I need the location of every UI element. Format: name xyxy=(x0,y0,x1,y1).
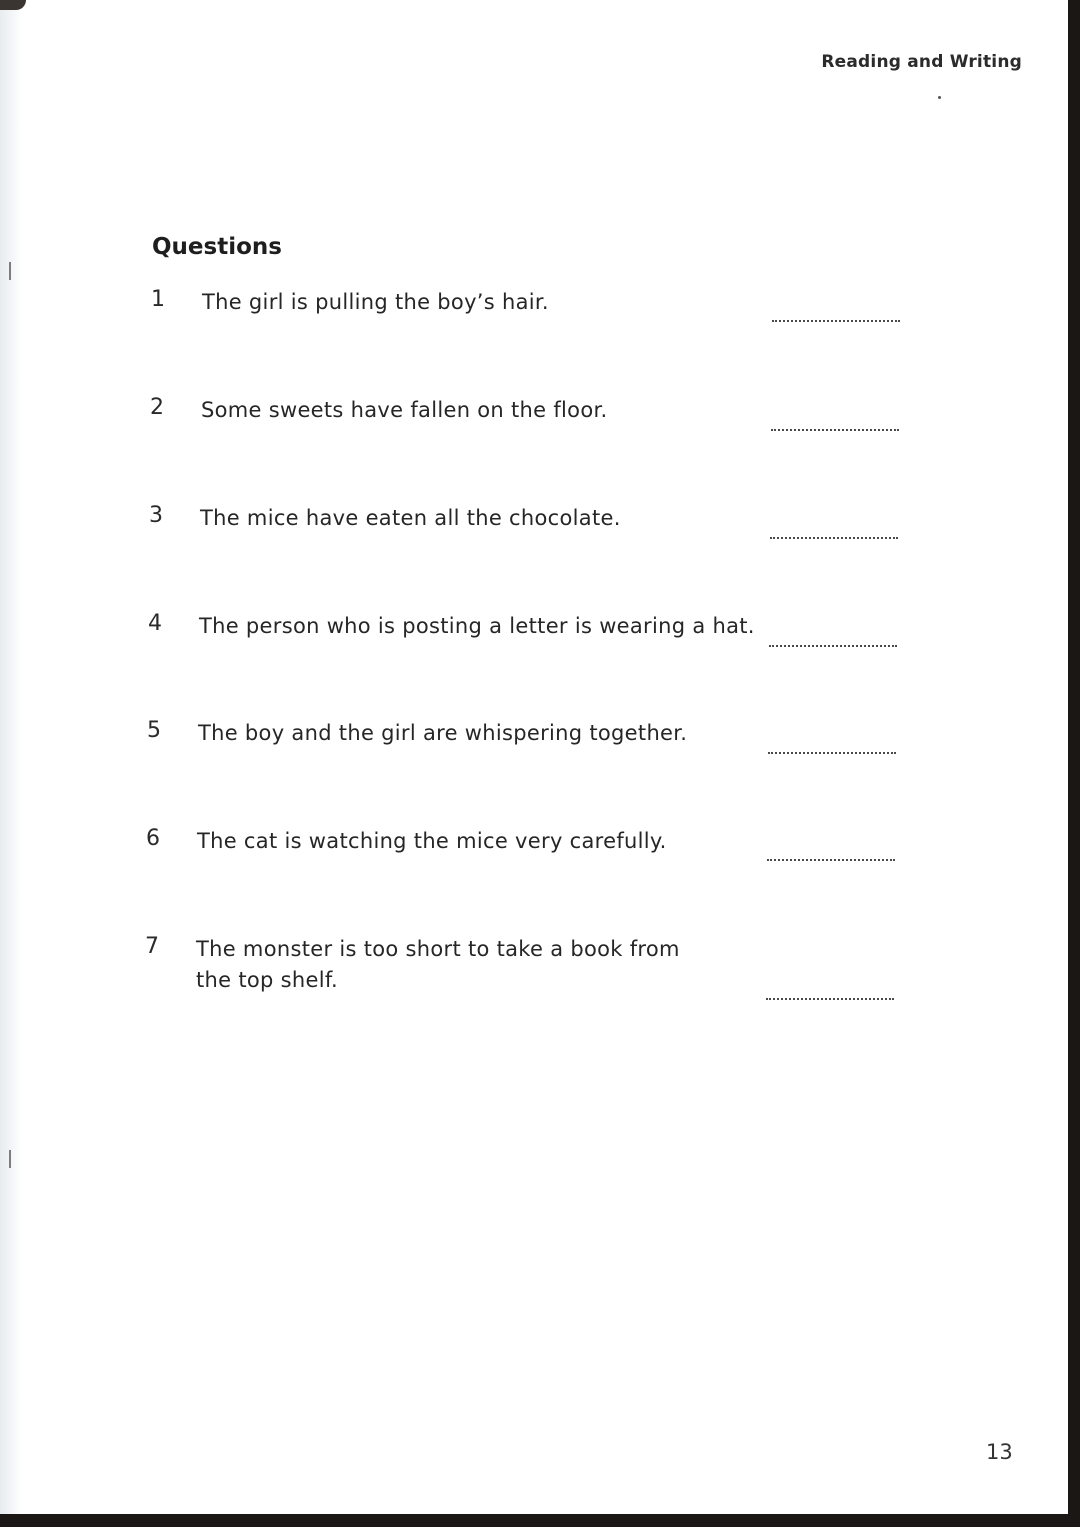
question-text: Some sweets have fallen on the floor. xyxy=(201,398,608,422)
scan-spine-mark xyxy=(9,1150,11,1168)
scan-spine-mark xyxy=(9,262,11,280)
question-text: The boy and the girl are whispering together. xyxy=(198,721,688,745)
question-item xyxy=(0,826,1068,906)
question-item xyxy=(0,503,1068,583)
question-number: 1 xyxy=(151,287,165,312)
question-text: The monster is too short to take a book from the top shelf. xyxy=(196,937,680,992)
question-item xyxy=(0,934,1068,1014)
question-number: 4 xyxy=(148,611,162,636)
question-number: 2 xyxy=(150,395,164,420)
answer-field[interactable] xyxy=(768,752,896,754)
question-item xyxy=(0,395,1068,475)
question-text: The girl is pulling the boy’s hair. xyxy=(202,290,549,314)
answer-field[interactable] xyxy=(772,320,900,322)
question-item xyxy=(0,287,1068,367)
question-text: The cat is watching the mice very carefully. xyxy=(197,829,667,853)
page-number: 13 xyxy=(986,1440,1013,1464)
answer-field[interactable] xyxy=(770,537,898,539)
answer-field[interactable] xyxy=(767,859,895,861)
answer-field[interactable] xyxy=(771,429,899,431)
answer-field[interactable] xyxy=(766,998,894,1000)
header-dot xyxy=(938,96,941,99)
question-text: The mice have eaten all the chocolate. xyxy=(200,506,621,530)
answer-field[interactable] xyxy=(769,645,897,647)
section-header: Reading and Writing xyxy=(821,52,1022,72)
question-number: 7 xyxy=(145,934,159,959)
question-number: 5 xyxy=(147,718,161,743)
question-number: 6 xyxy=(146,826,160,851)
question-number: 3 xyxy=(149,503,163,528)
page-title: Questions xyxy=(152,234,282,260)
question-text: The person who is posting a letter is wearing a hat. xyxy=(199,614,755,638)
scan-corner-mark xyxy=(0,0,26,10)
question-item xyxy=(0,718,1068,798)
question-item xyxy=(0,611,1068,691)
